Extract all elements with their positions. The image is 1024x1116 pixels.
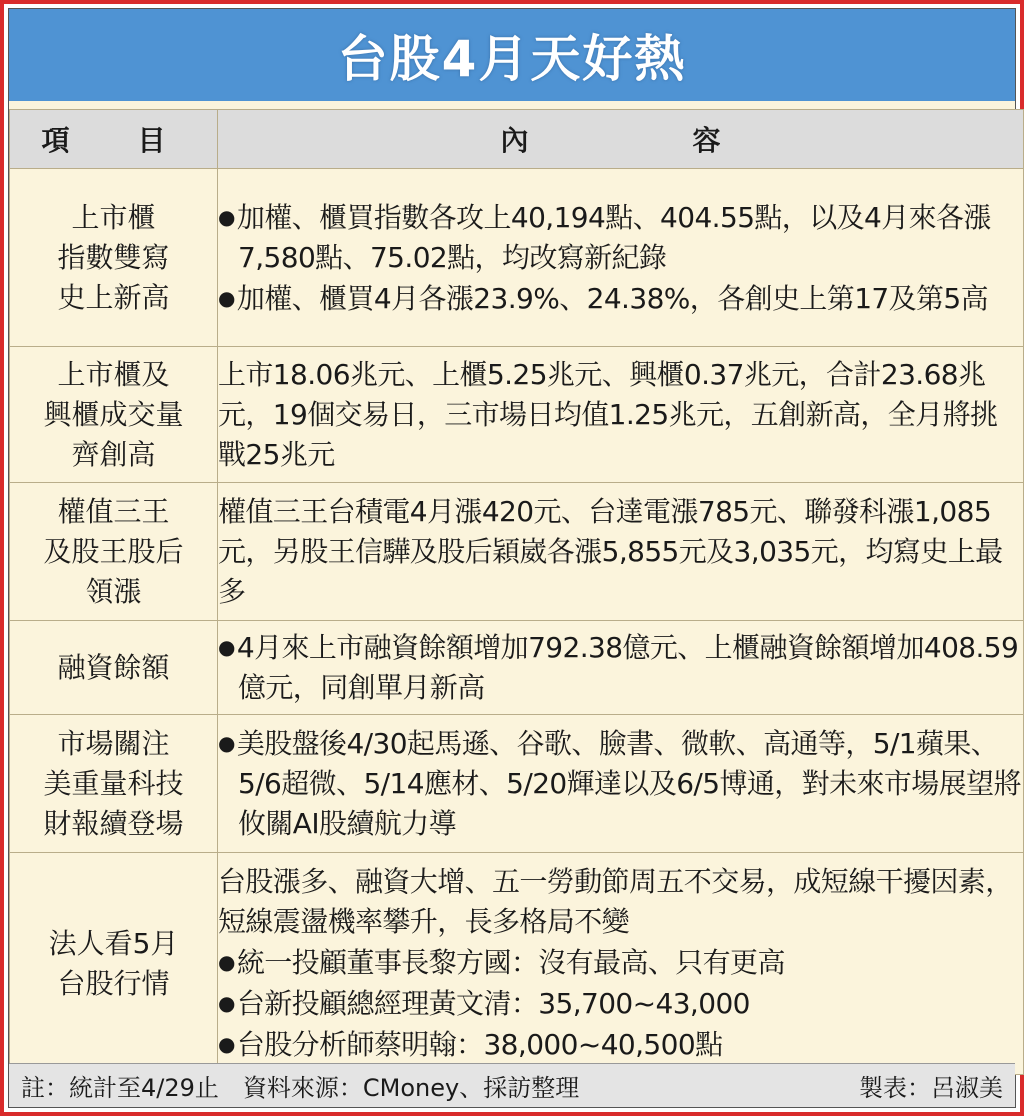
row-label-line: 市場關注	[57, 726, 170, 760]
table-row	[10, 715, 1024, 853]
footer-note: 註：統計至4/29止 資料來源：CMoney、採訪整理	[21, 1074, 580, 1102]
row-label-line: 法人看5月	[48, 926, 179, 960]
row-text: 上市18.06兆元、上櫃5.25兆元、興櫃0.37兆元，合計23.68兆元，19個交易日，三市場日均值1.25兆元，五創新高，全月將挑戰25兆元	[218, 357, 998, 471]
row-content	[218, 715, 1024, 853]
row-content	[218, 347, 1024, 483]
header-content: 內 容	[218, 110, 1024, 169]
row-content	[218, 621, 1024, 715]
row-label-line: 指數雙寫	[57, 240, 170, 274]
row-label	[10, 483, 218, 621]
row-label-line: 史上新高	[57, 280, 170, 314]
row-label	[10, 715, 218, 853]
infographic-body	[8, 8, 1021, 1108]
row-text: 台股漲多、融資大增、五一勞動節周五不交易，成短線干擾因素，短線震盪機率攀升，長多格局不變	[218, 865, 1013, 938]
bullet-item: ● 統一投顧董事長黎方國：沒有最高、只有更高	[218, 942, 1023, 983]
row-label	[10, 853, 218, 1075]
row-label-line: 及股王股后	[43, 534, 184, 568]
row-label-line: 上市櫃	[71, 200, 156, 234]
row-label	[10, 169, 218, 347]
bullet-item: ● 美股盤後4/30起馬遜、谷歌、臉書、微軟、高通等，5/1蘋果、5/6超微、5/14應材、5/20輝達以及6/5博通，對未來市場展望將攸關AI股續航力導	[218, 723, 1023, 844]
row-label-line: 興櫃成交量	[43, 397, 184, 431]
bullet-item: ● 加權、櫃買4月各漲23.9%、24.38%，各創史上第17及第5高	[218, 278, 1023, 319]
row-label-line: 上市櫃及	[57, 357, 170, 391]
footer	[9, 1063, 1015, 1107]
table-header-row	[10, 110, 1024, 169]
row-label-line: 齊創高	[71, 437, 156, 471]
header-item: 項 目	[10, 110, 218, 169]
row-content	[218, 853, 1024, 1075]
footer-author: 製表：呂淑美	[859, 1074, 1003, 1102]
table-row	[10, 853, 1024, 1075]
title-bar	[9, 9, 1015, 101]
info-table	[9, 109, 1024, 1075]
page-title: 台股4月天好熱	[337, 30, 687, 88]
bullet-item: ● 台新投顧總經理黃文清：35,700~43,000	[218, 983, 1023, 1024]
table-row	[10, 347, 1024, 483]
row-label-line: 融資餘額	[57, 650, 170, 684]
bullet-item: ● 台股分析師蔡明翰：38,000~40,500點	[218, 1024, 1023, 1065]
row-label-line: 領漲	[85, 574, 142, 608]
row-label-line: 美重量科技	[43, 766, 184, 800]
row-label	[10, 621, 218, 715]
row-label	[10, 347, 218, 483]
row-text: 權值三王台積電4月漲420元、台達電漲785元、聯發科漲1,085元，另股王信驊及股后穎崴各漲5,855元及3,035元，均寫史上最多	[218, 494, 1003, 608]
row-content	[218, 483, 1024, 621]
table-row	[10, 621, 1024, 715]
table-row	[10, 169, 1024, 347]
bullet-item: ● 加權、櫃買指數各攻上40,194點、404.55點，以及4月來各漲7,580點、75.02點，均改寫新紀錄	[218, 197, 1023, 278]
bullet-item: ● 4月來上市融資餘額增加792.38億元、上櫃融資餘額增加408.59億元，同創單月新高	[218, 627, 1023, 708]
row-label-line: 權值三王	[57, 494, 170, 528]
row-label-line: 財報續登場	[43, 806, 184, 840]
table-row	[10, 483, 1024, 621]
row-content	[218, 169, 1024, 347]
row-label-line: 台股行情	[57, 966, 170, 1000]
